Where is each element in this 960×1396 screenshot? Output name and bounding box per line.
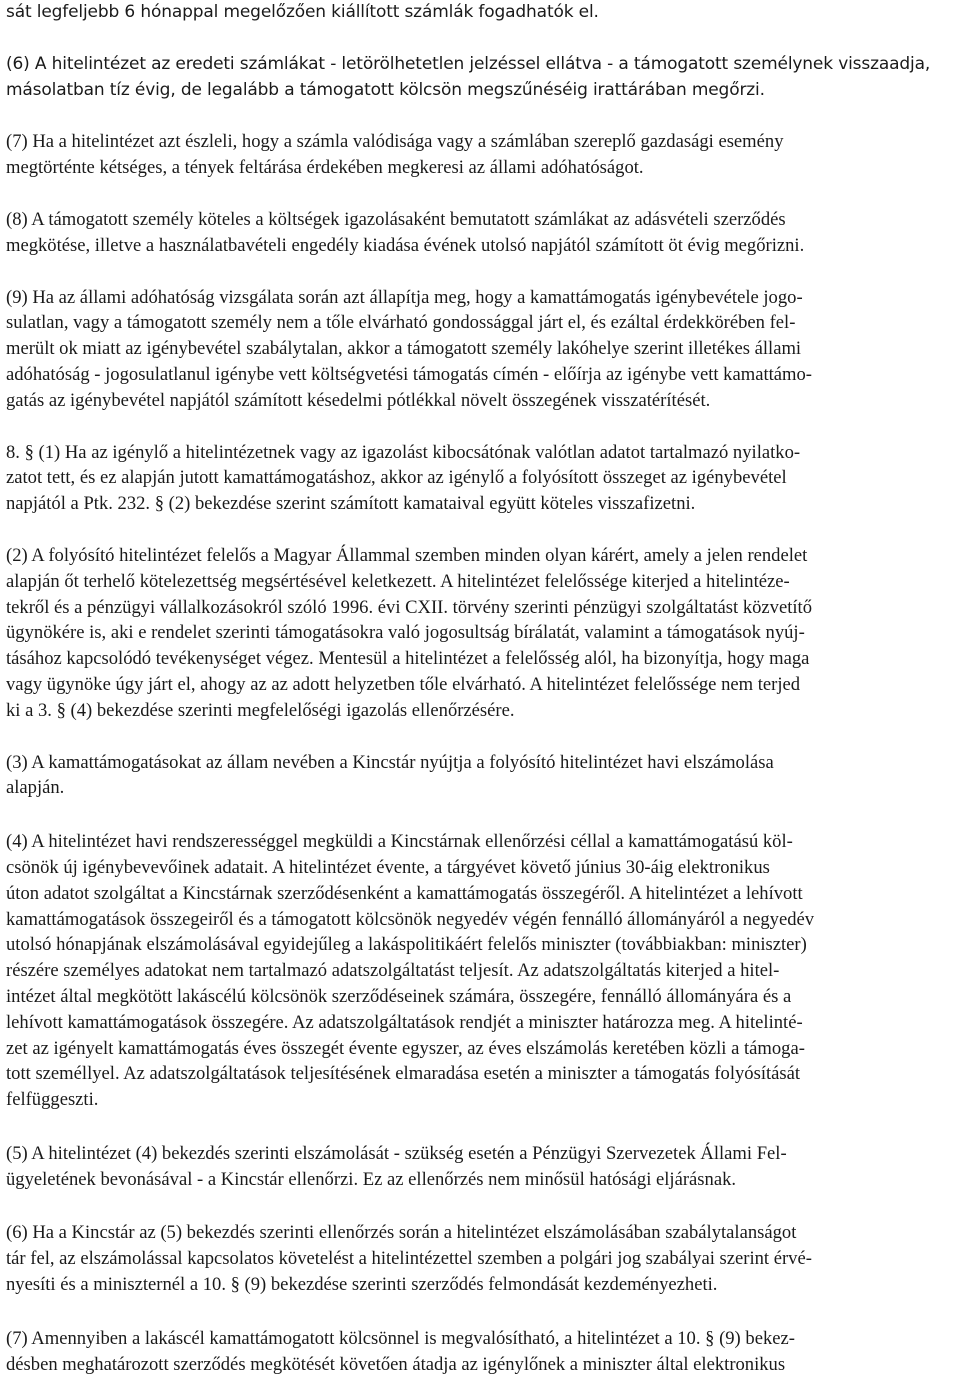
- paragraph-gap: [6, 1298, 954, 1326]
- paragraph-gap: [6, 103, 954, 129]
- text-line: részére személyes adatokat nem tartalmazó adatszolgáltatást teljesít. Az adatszolgáltatás kiterjed a hitel-: [6, 960, 780, 982]
- text-line: (8) A támogatott személy köteles a költségek igazolásaként bemutatott számlákat az adásvételi szerződés: [6, 208, 786, 230]
- section-8-paragraph-1: [6, 440, 954, 517]
- text-line: úton adatot szolgáltat a Kincstárnak szerződésenként a kamattámogatás összegéről. A hitelintézet a lehívott: [6, 882, 803, 904]
- text-line: (3) A kamattámogatásokat az állam nevében a Kincstár nyújtja a folyósító hitelintézet havi elszámolása: [6, 751, 774, 773]
- text-line: tott személlyel. Az adatszolgáltatások teljesítésének elmaradása esetén a miniszter a támogatás folyósítását: [6, 1063, 801, 1085]
- text-line: tekről és a pénzügyi vállalkozásokról szóló 1996. évi CXII. törvény szerinti pénzügyi szolgáltatást közvetítő: [6, 596, 813, 618]
- paragraph-6: [6, 52, 954, 104]
- text-line: (6) A hitelintézet az eredeti számlákat - letörölhetetlen jelzéssel ellátva - a támogatott személynek visszaadja,: [6, 53, 931, 74]
- text-line: (9) Ha az állami adóhatóság vizsgálata során azt állapítja meg, hogy a kamattámogatás igénybevétele jogo-: [6, 286, 803, 308]
- text-line: lehívott kamattámogatások összegére. Az adatszolgáltatások rendjét a miniszter határozza meg. A hitelinté-: [6, 1011, 803, 1033]
- text-line: utolsó hónapjának elszámolásával egyidejűleg a lakáspolitikáért felelős miniszter (továbbiakban: miniszter): [6, 934, 807, 956]
- section-8-paragraph-2: [6, 543, 954, 724]
- text-line: adóhatóság - jogosulatlanul igénybe vett költségvetési támogatás címén - előírja az igénybe vett kamattámo-: [6, 363, 812, 385]
- text-line: sulatlan, vagy a támogatott személy nem a tőle elvárható gondossággal járt el, és ezáltal érdekkörében fel-: [6, 312, 796, 334]
- paragraph-7: [6, 129, 954, 181]
- paragraph-gap: [6, 1113, 954, 1141]
- paragraph-gap: [6, 1192, 954, 1220]
- paragraph-5-end: [6, 0, 954, 26]
- paragraph-gap: [6, 724, 954, 750]
- text-line: alapján.: [6, 777, 65, 799]
- text-line: zatot tett, és ez alapján jutott kamattámogatáshoz, akkor az igénylő a folyósított összeget az igénybevétel: [6, 467, 787, 489]
- section-8-paragraph-6: [6, 1220, 954, 1297]
- text-line: merült ok miatt az igénybevétel szabálytalan, akkor a támogatott személy lakóhelye szerint illetékes állami: [6, 338, 802, 360]
- paragraph-gap: [6, 517, 954, 543]
- text-line: zet az igényelt kamattámogatás éves összegét évente egyszer, az éves elszámolás keretében közli a támoga-: [6, 1037, 805, 1059]
- text-line: alapján őt terhelő kötelezettség megsértésével keletkezett. A hitelintézet felelőssége kiterjed a hitelintéze-: [6, 570, 790, 592]
- paragraph-gap: [6, 26, 954, 52]
- paragraph-gap: [6, 181, 954, 207]
- paragraph-gap: [6, 414, 954, 440]
- text-line: (6) Ha a Kincstár az (5) bekezdés szerinti ellenőrzés során a hitelintézet elszámolásában szabálytalanságot: [6, 1222, 797, 1244]
- text-line: 8. § (1) Ha az igénylő a hitelintézetnek vagy az igazolást kibocsátónak valótlan adatot tartalmazó nyilatko-: [6, 441, 801, 463]
- text-line: désben meghatározott szerződés megkötését követően átadja az igénylőnek a miniszter által elektronikus: [6, 1353, 786, 1375]
- text-line: ügynökére is, aki e rendelet szerinti támogatásokra való jogosultság bírálatát, valamint a támogatások nyúj-: [6, 622, 805, 644]
- text-line: tásához kapcsolódó tevékenységet végez. Mentesül a hitelintézet a felelősség alól, ha bizonyítja, hogy maga: [6, 648, 810, 670]
- text-line: (7) Ha a hitelintézet azt észleli, hogy a számla valódisága vagy a számlában szereplő gazdasági esemény: [6, 131, 784, 153]
- document-page: [6, 0, 954, 1377]
- text-line: (2) A folyósító hitelintézet felelős a Magyar Állammal szemben minden olyan kárért, amely a jelen rendelet: [6, 544, 808, 566]
- text-line: tár fel, az elszámolással kapcsolatos követelést a hitelintézettel szemben a polgári jog szabályai szerint érvé-: [6, 1248, 812, 1270]
- text-line: (5) A hitelintézet (4) bekezdés szerinti elszámolását - szükség esetén a Pénzügyi Szervezetek Állami Fel-: [6, 1142, 787, 1164]
- text-line: (7) Amennyiben a lakáscél kamattámogatott kölcsönnel is megvalósítható, a hitelintézet a 10. § (9) bekez-: [6, 1327, 795, 1349]
- text-line: sát legfeljebb 6 hónappal megelőzően kiállított számlák fogadhatók el.: [6, 2, 599, 22]
- section-8-paragraph-5: [6, 1141, 954, 1193]
- text-line: csönök új igénybevevőinek adatait. A hitelintézet évente, a tárgyévet követő június 30-áig elektronikus: [6, 856, 770, 878]
- text-line: nyesíti és a miniszternél a 10. § (9) bekezdése szerinti szerződés felmondását kezdeményezheti.: [6, 1274, 718, 1296]
- text-line: felfüggeszti.: [6, 1089, 99, 1111]
- section-8-paragraph-7: [6, 1326, 954, 1378]
- text-line: ki a 3. § (4) bekezdése szerinti megfelelőségi igazolás ellenőrzésére.: [6, 699, 515, 721]
- text-line: gatás az igénybevétel napjától számított késedelmi pótlékkal növelt összegének visszatérítését.: [6, 389, 711, 411]
- text-line: megkötése, illetve a használatbavételi engedély kiadása évének utolsó napjától számított öt évig megőrizni.: [6, 234, 805, 256]
- text-line: vagy ügynöke úgy járt el, ahogy az az adott helyzetben tőle elvárható. A hitelintézet felelőssége nem terjed: [6, 673, 801, 695]
- text-line: (4) A hitelintézet havi rendszerességgel megküldi a Kincstárnak ellenőrzési céllal a kamattámogatású köl-: [6, 831, 793, 853]
- text-line: kamattámogatások összegeiről és a támogatott kölcsönök negyedév végén fennálló állományáról a negyedév: [6, 908, 815, 930]
- section-8-paragraph-3: [6, 750, 954, 802]
- text-line: megtörténte kétséges, a tények feltárása érdekében megkeresi az állami adóhatóságot.: [6, 157, 644, 179]
- text-line: másolatban tíz évig, de legalább a támogatott kölcsön megszűnéséig irattárában megőrzi.: [6, 79, 765, 100]
- text-line: napjától a Ptk. 232. § (2) bekezdése szerint számított kamataival együtt köteles visszafizetni.: [6, 493, 696, 515]
- text-line: intézet által megkötött lakáscélú kölcsönök szerződéseinek számára, összegére, fennálló állományára és a: [6, 985, 792, 1007]
- paragraph-8: [6, 207, 954, 259]
- section-8-paragraph-4: [6, 829, 954, 1113]
- paragraph-9: [6, 285, 954, 414]
- text-line: ügyeletének bevonásával - a Kincstár ellenőrzi. Ez az ellenőrzés nem minősül hatósági eljárásnak.: [6, 1168, 737, 1190]
- paragraph-gap: [6, 801, 954, 829]
- paragraph-gap: [6, 259, 954, 285]
